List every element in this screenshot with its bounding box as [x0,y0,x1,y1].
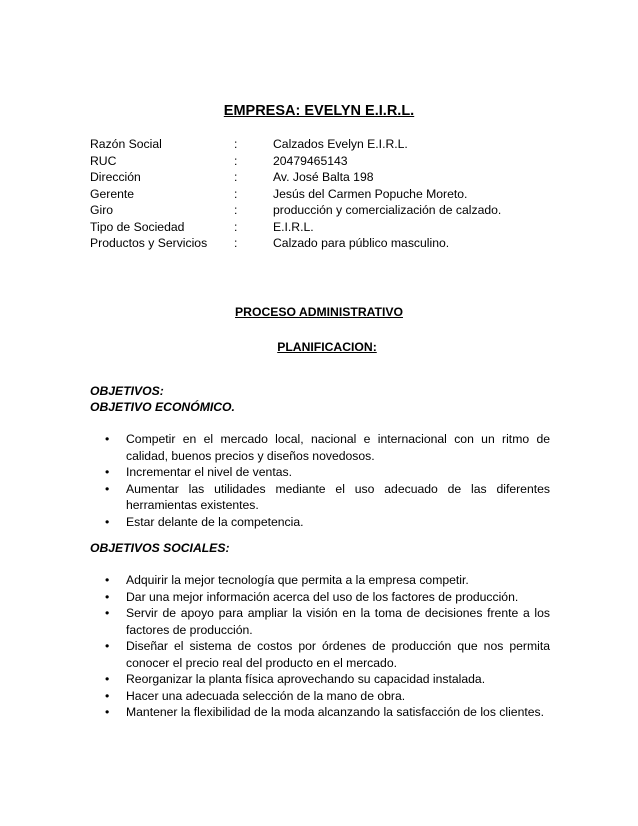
list-item [90,481,550,514]
bullet-icon: • [105,432,110,446]
info-row [90,153,501,170]
bullet-icon: • [105,514,110,529]
list-item-text: Reorganizar la planta física aprovechando su capacidad instalada. [126,672,486,686]
info-row [90,169,501,186]
bullet-icon: • [105,705,110,719]
info-separator: : [234,219,238,234]
info-value: producción y comercialización de calzado. [273,203,502,217]
bullet-icon: • [105,573,110,587]
economic-objective-heading: OBJETIVO ECONÓMICO. [90,400,235,414]
info-value: Av. José Balta 198 [273,170,374,184]
info-row [90,219,501,236]
info-key: Giro [90,203,114,217]
info-separator: : [234,137,238,151]
info-row [90,136,501,153]
section-title: PROCESO ADMINISTRATIVO [235,305,403,319]
list-item-text: Servir de apoyo para ampliar la visión en la toma de decisiones frente a los factores de producción. [126,606,550,637]
list-item [90,431,550,464]
info-value: 20479465143 [273,153,348,168]
info-key: Tipo de Sociedad [90,219,185,234]
info-separator: : [234,236,238,250]
economic-objectives-list [90,431,550,530]
list-item [90,514,550,531]
list-item [90,704,550,721]
info-row [90,186,501,203]
bullet-icon: • [105,639,110,653]
list-item-text: Incrementar el nivel de ventas. [126,465,292,479]
objectives-heading: OBJETIVOS: [90,384,164,398]
list-item-text: Aumentar las utilidades mediante el uso adecuado de las diferentes herramientas existentes. [126,481,550,512]
info-value: Jesús del Carmen Popuche Moreto. [273,186,468,201]
list-item-text: Estar delante de la competencia. [126,514,304,529]
info-separator: : [234,186,238,201]
company-title: EMPRESA: EVELYN E.I.R.L. [223,103,415,119]
social-objectives-list [90,572,550,721]
bullet-icon: • [105,465,110,479]
list-item [90,671,550,688]
info-value: E.I.R.L. [273,219,314,234]
bullet-icon: • [105,589,110,604]
info-key: Dirección [90,170,141,184]
info-separator: : [234,153,238,168]
info-key: Razón Social [90,137,162,151]
list-item-text: Diseñar el sistema de costos por órdenes de producción que nos permita conocer el precio real del producto en el mercado. [126,639,550,670]
bullet-icon: • [105,481,110,496]
list-item [90,572,550,589]
info-key: Productos y Servicios [90,236,208,250]
info-separator: : [234,170,238,184]
info-key: Gerente [90,186,135,201]
list-item [90,605,550,638]
subsection-title: PLANIFICACION: [277,340,377,354]
info-value: Calzado para público masculino. [273,236,450,250]
list-item-text: Adquirir la mejor tecnología que permita a la empresa competir. [126,573,469,587]
list-item-text: Mantener la flexibilidad de la moda alcanzando la satisfacción de los clientes. [126,705,545,719]
bullet-icon: • [105,606,110,620]
info-value: Calzados Evelyn E.I.R.L. [273,137,408,151]
list-item-text: Hacer una adecuada selección de la mano de obra. [126,688,406,703]
list-item [90,464,550,481]
list-item [90,589,550,606]
social-objectives-heading: OBJETIVOS SOCIALES: [90,541,230,555]
info-key: RUC [90,153,117,168]
bullet-icon: • [105,672,110,686]
list-item-text: Dar una mejor información acerca del uso de los factores de producción. [126,589,519,604]
list-item-text: Competir en el mercado local, nacional e internacional con un ritmo de calidad, buenos precios y diseños novedosos. [126,432,550,463]
info-row [90,235,501,252]
list-item [90,688,550,705]
company-info-table [90,136,501,252]
bullet-icon: • [105,688,110,703]
info-row [90,202,501,219]
list-item [90,638,550,671]
info-separator: : [234,203,238,217]
